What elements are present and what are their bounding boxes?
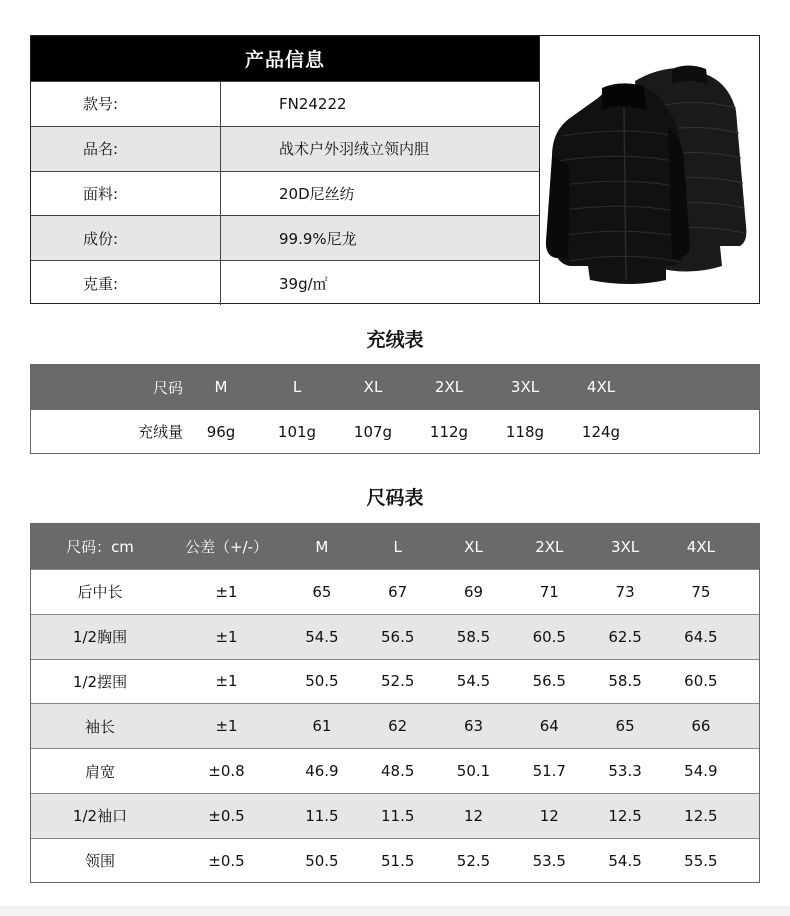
size-col-tolerance-header: 公差（+/-） (184, 538, 269, 556)
product-photo (539, 35, 760, 304)
size-value-cell: 61 (312, 717, 332, 736)
fill-size-header: L (292, 378, 302, 397)
fill-value-cell: 112g (429, 422, 469, 441)
size-value-cell: 50.5 (305, 851, 339, 870)
size-measure-name: 1/2胸围 (72, 628, 128, 647)
size-chart-table (30, 523, 760, 883)
size-value-cell: 63 (463, 717, 484, 736)
size-value-cell: 11.5 (380, 806, 415, 825)
info-label: 面料: (31, 172, 221, 216)
size-value-cell: 55.5 (684, 851, 718, 870)
fill-value-cell: 118g (505, 422, 545, 441)
size-value-cell: 60.5 (532, 627, 566, 646)
size-value-cell: 62.5 (608, 627, 642, 646)
size-value-cell: 54.9 (684, 762, 718, 781)
size-value-cell: 12 (539, 806, 559, 825)
size-col-header: M (315, 537, 329, 556)
size-value-cell: 65 (312, 582, 332, 601)
size-value-cell: 46.9 (305, 762, 339, 781)
size-value-cell: 50.1 (456, 762, 491, 781)
size-value-cell: 75 (691, 582, 711, 601)
size-value-cell: 54.5 (608, 851, 642, 870)
fill-value-cell: 101g (277, 422, 317, 441)
size-value-cell: 53.3 (608, 762, 642, 781)
size-value-cell: 65 (615, 717, 635, 736)
size-value-cell: 53.5 (532, 851, 566, 870)
size-row (31, 659, 759, 704)
size-tolerance: ±0.5 (208, 806, 245, 825)
info-row (31, 215, 539, 260)
product-info-table (30, 35, 539, 304)
size-tolerance: ±0.8 (208, 762, 245, 781)
size-value-cell: 67 (388, 582, 408, 601)
fill-table-title: 充绒表 (366, 329, 424, 351)
size-value-cell: 66 (691, 717, 711, 736)
size-value-cell: 51.7 (532, 762, 566, 781)
size-row (31, 838, 759, 883)
size-measure-name: 后中长 (77, 583, 123, 602)
info-label: 款号: (31, 82, 221, 126)
fill-header-label: 尺码 (152, 378, 183, 397)
fill-value-row (31, 410, 759, 455)
fill-value-cell: 124g (581, 422, 621, 441)
info-label: 成份: (31, 216, 221, 260)
size-value-cell: 58.5 (608, 672, 642, 691)
size-tolerance: ±1 (215, 627, 238, 646)
size-row (31, 748, 759, 793)
size-value-cell: 73 (615, 582, 635, 601)
fill-size-header: 2XL (434, 378, 464, 397)
size-row (31, 614, 759, 659)
size-tolerance: ±1 (215, 582, 238, 601)
info-label: 品名: (31, 127, 221, 171)
size-measure-name: 领围 (84, 852, 115, 871)
info-value: 99.9%尼龙 (279, 229, 357, 248)
fill-size-header: 3XL (510, 378, 540, 397)
size-value-cell: 64 (539, 717, 559, 736)
down-fill-table (30, 364, 760, 454)
size-tolerance: ±0.5 (208, 851, 245, 870)
size-value-cell: 64.5 (684, 627, 718, 646)
size-value-cell: 56.5 (532, 672, 566, 691)
size-value-cell: 69 (463, 582, 484, 601)
info-row (31, 171, 539, 216)
bottom-divider (0, 906, 790, 916)
size-chart-title: 尺码表 (366, 487, 424, 509)
info-row (31, 126, 539, 171)
size-value-cell: 12.5 (684, 806, 718, 825)
size-measure-name: 1/2袖口 (72, 807, 128, 826)
info-row (31, 260, 539, 305)
size-value-cell: 52.5 (380, 672, 415, 691)
size-value-cell: 12 (463, 806, 484, 825)
fill-size-header: XL (363, 378, 383, 397)
size-value-cell: 52.5 (456, 851, 491, 870)
size-tolerance: ±1 (215, 672, 238, 691)
size-col-header: 4XL (686, 537, 715, 556)
fill-header-row (31, 365, 759, 410)
info-value: 39g/㎡ (279, 274, 328, 293)
fill-value-cell: 107g (353, 422, 393, 441)
fill-row-label: 充绒量 (137, 423, 183, 442)
size-col-name-header: 尺码：cm (66, 538, 134, 556)
size-col-header: 3XL (610, 537, 640, 556)
size-value-cell: 50.5 (305, 672, 339, 691)
size-value-cell: 51.5 (380, 851, 415, 870)
size-col-header: XL (464, 537, 483, 556)
info-row (31, 81, 539, 126)
fill-size-header: 4XL (586, 378, 616, 397)
size-value-cell: 12.5 (608, 806, 642, 825)
size-value-cell: 54.5 (305, 627, 339, 646)
size-value-cell: 60.5 (684, 672, 718, 691)
size-value-cell: 11.5 (305, 806, 339, 825)
size-measure-name: 袖长 (84, 717, 115, 736)
down-jacket-image (540, 36, 759, 303)
info-value: FN24222 (279, 94, 347, 113)
info-label: 克重: (31, 261, 221, 305)
size-col-header: L (393, 537, 402, 556)
product-info-title: 产品信息 (31, 36, 539, 81)
size-tolerance: ±1 (215, 717, 238, 736)
size-value-cell: 58.5 (456, 627, 491, 646)
size-row (31, 703, 759, 748)
size-row (31, 569, 759, 614)
fill-size-header: M (214, 378, 228, 397)
size-col-header: 2XL (535, 537, 564, 556)
size-value-cell: 71 (539, 582, 559, 601)
info-value: 20D尼丝纺 (279, 184, 355, 203)
size-header-row (31, 524, 759, 569)
size-value-cell: 48.5 (380, 762, 415, 781)
size-measure-name: 1/2摆围 (72, 672, 128, 691)
size-value-cell: 62 (388, 717, 408, 736)
info-value: 战术户外羽绒立领内胆 (279, 140, 430, 159)
fill-value-cell: 96g (206, 422, 236, 441)
size-measure-name: 肩宽 (84, 762, 115, 781)
size-value-cell: 56.5 (380, 627, 415, 646)
size-row (31, 793, 759, 838)
size-value-cell: 54.5 (456, 672, 491, 691)
